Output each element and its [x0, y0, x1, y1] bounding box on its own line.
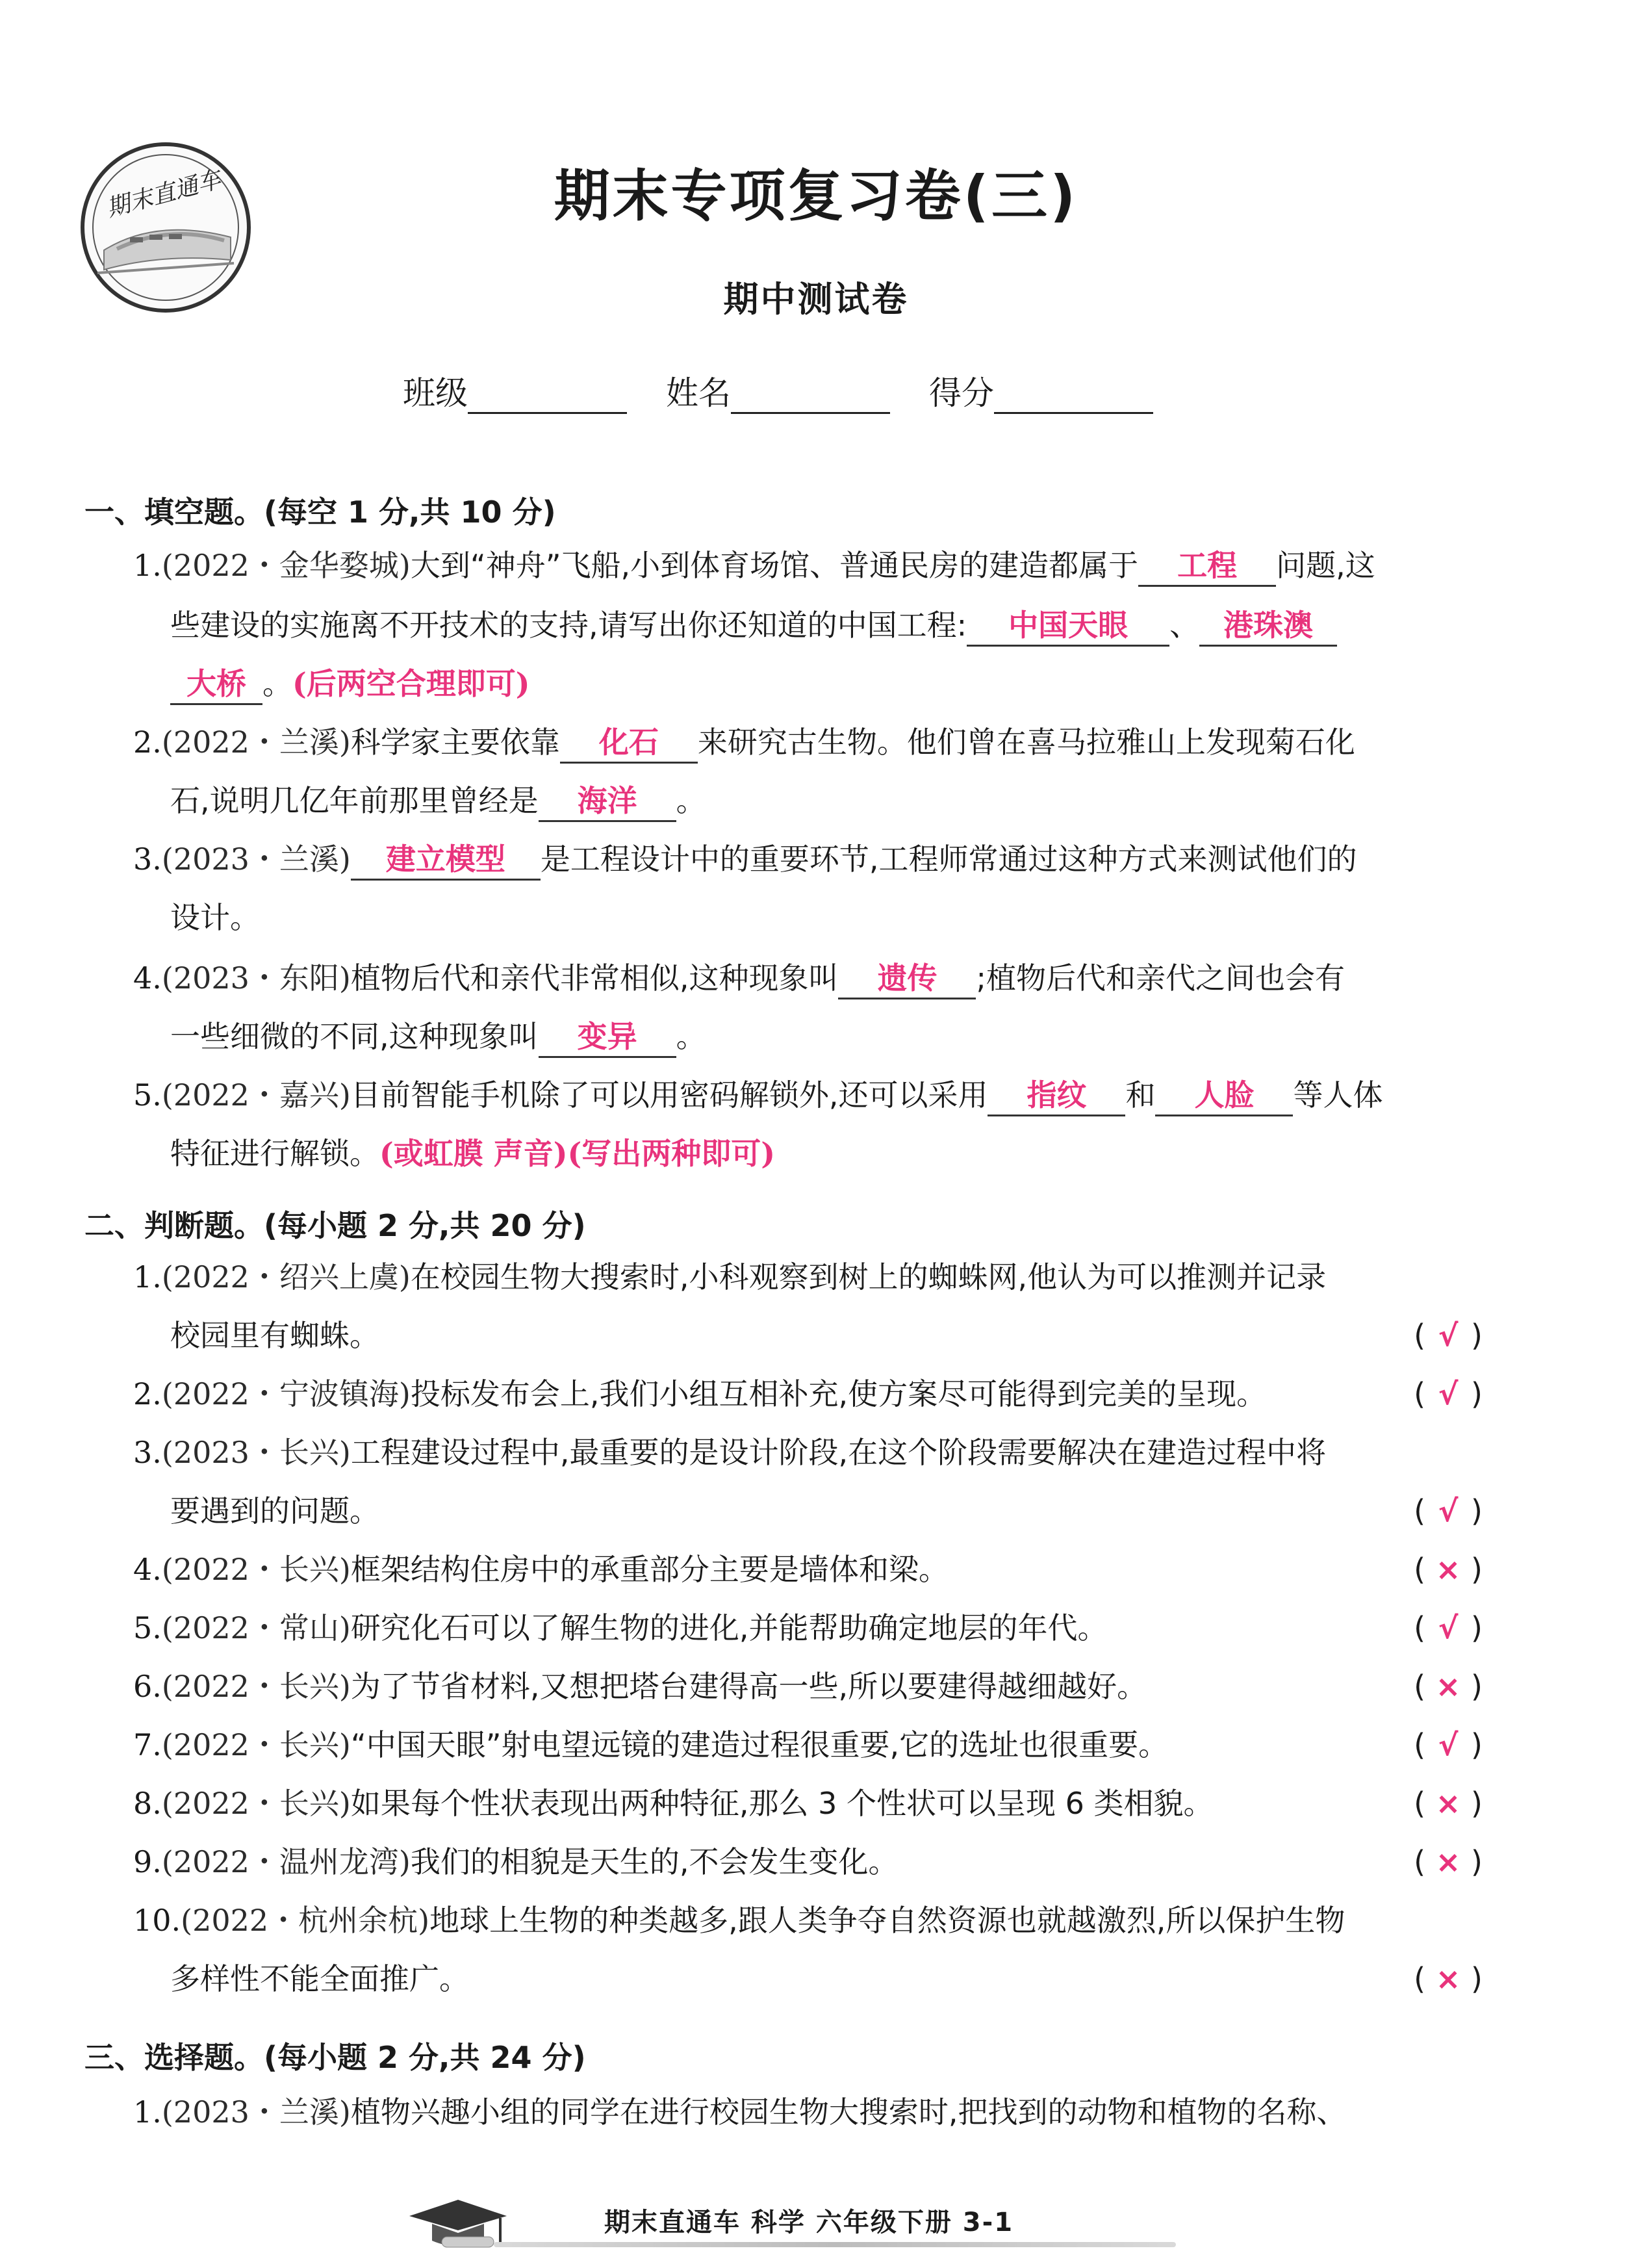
fill-question-4-cont: 一些细微的不同,这种现象叫 变异 。 [170, 1017, 706, 1058]
answer-blank[interactable]: 中国天眼 [967, 606, 1169, 647]
cross-mark-icon: × [1435, 1669, 1461, 1704]
fill-question-5: 5.(2022・嘉兴)目前智能手机除了可以用密码解锁外,还可以采用 指纹 和 人脸 等人体 [133, 1076, 1383, 1116]
judge-answer-box[interactable]: ( × ) [1414, 1784, 1483, 1823]
judge-answer-box[interactable]: ( × ) [1414, 1959, 1483, 1998]
answer-note: (或虹膜 声音)(写出两种即可) [379, 1136, 776, 1171]
fill-question-3-cont: 设计。 [170, 900, 260, 935]
footer-divider [494, 2242, 1176, 2247]
page-subtitle: 期中测试卷 [723, 279, 909, 320]
choice-question-1: 1.(2023・兰溪)植物兴趣小组的同学在进行校园生物大搜索时,把找到的动物和植物的名称、 [133, 2094, 1347, 2130]
judge-question-9: 9.(2022・温州龙湾)我们的相貌是天生的,不会发生变化。 [133, 1844, 899, 1879]
fill-question-5-cont: 特征进行解锁。(或虹膜 声音)(写出两种即可) [170, 1136, 776, 1171]
answer-blank[interactable]: 人脸 [1155, 1076, 1293, 1116]
judge-answer-box[interactable]: ( × ) [1414, 1550, 1483, 1589]
fill-question-1: 1.(2022・金华婺城)大到“神舟”飞船,小到体育场馆、普通民房的建造都属于 工程 问题,这 [133, 546, 1375, 587]
cross-mark-icon: × [1435, 1786, 1461, 1821]
answer-blank[interactable]: 变异 [539, 1017, 676, 1058]
judge-question-4: 4.(2022・长兴)框架结构住房中的承重部分主要是墙体和梁。 [133, 1552, 949, 1587]
section-choice-heading: 三、选择题。(每小题 2 分,共 24 分) [84, 2040, 586, 2075]
answer-blank[interactable]: 工程 [1138, 546, 1276, 587]
section-fill-blank-heading: 一、填空题。(每空 1 分,共 10 分) [84, 495, 556, 530]
seal-text: 期末直通车 [103, 166, 224, 222]
judge-question-10: 10.(2022・杭州余杭)地球上生物的种类越多,跟人类争夺自然资源也就越激烈,所以保护生物 [133, 1903, 1345, 1938]
check-mark-icon: √ [1438, 1610, 1459, 1645]
judge-answer-box[interactable]: ( √ ) [1414, 1374, 1483, 1413]
judge-question-3: 3.(2023・长兴)工程建设过程中,最重要的是设计阶段,在这个阶段需要解决在建造过程中将 [133, 1435, 1327, 1470]
fill-question-3: 3.(2023・兰溪) 建立模型 是工程设计中的重要环节,工程师常通过这种方式来测试他们的 [133, 840, 1357, 881]
judge-answer-box[interactable]: ( × ) [1414, 1842, 1483, 1881]
judge-question-6: 6.(2022・长兴)为了节省材料,又想把塔台建得高一些,所以要建得越细越好。 [133, 1669, 1147, 1704]
fill-question-2-cont: 石,说明几亿年前那里曾经是 海洋 。 [170, 781, 706, 822]
answer-blank[interactable]: 大桥 [170, 664, 262, 705]
section-judge-heading: 二、判断题。(每小题 2 分,共 20 分) [84, 1208, 586, 1243]
page-title: 期末专项复习卷(三) [554, 164, 1078, 229]
student-info-line [403, 367, 1153, 414]
judge-answer-box[interactable]: ( × ) [1414, 1667, 1483, 1706]
judge-question-2: 2.(2022・宁波镇海)投标发布会上,我们小组互相补充,使方案尽可能得到完美的呈现。 [133, 1376, 1267, 1411]
page-footer: 期末直通车 科学 六年级下册 3-1 [604, 2208, 1014, 2237]
answer-blank[interactable]: 化石 [560, 723, 698, 764]
judge-question-5: 5.(2022・常山)研究化石可以了解生物的进化,并能帮助确定地层的年代。 [133, 1610, 1108, 1645]
fill-question-2: 2.(2022・兰溪)科学家主要依靠 化石 来研究古生物。他们曾在喜马拉雅山上发现菊石化 [133, 723, 1355, 764]
cross-mark-icon: × [1435, 1844, 1461, 1879]
cross-mark-icon: × [1435, 1961, 1461, 1996]
check-mark-icon: √ [1438, 1493, 1459, 1528]
judge-answer-box[interactable]: ( √ ) [1414, 1316, 1483, 1355]
name-field[interactable]: 姓名 [666, 367, 890, 414]
answer-blank[interactable]: 海洋 [539, 781, 676, 822]
answer-blank[interactable]: 建立模型 [351, 840, 541, 881]
judge-question-10-cont: 多样性不能全面推广。 [170, 1961, 469, 1996]
fill-question-1-cont2: 大桥 。(后两空合理即可) [170, 664, 530, 705]
judge-question-8: 8.(2022・长兴)如果每个性状表现出两种特征,那么 3 个性状可以呈现 6 类相貌。 [133, 1786, 1214, 1821]
fill-question-4: 4.(2023・东阳)植物后代和亲代非常相似,这种现象叫 遗传 ;植物后代和亲代之间也会有 [133, 959, 1345, 999]
judge-question-3-cont: 要遇到的问题。 [170, 1493, 379, 1528]
score-field[interactable]: 得分 [929, 367, 1153, 414]
class-field[interactable]: 班级 [403, 367, 627, 414]
check-mark-icon: √ [1438, 1727, 1459, 1762]
answer-blank[interactable]: 指纹 [988, 1076, 1125, 1116]
judge-question-7: 7.(2022・长兴)“中国天眼”射电望远镜的建造过程很重要,它的选址也很重要。 [133, 1727, 1169, 1762]
judge-answer-box[interactable]: ( √ ) [1414, 1725, 1483, 1764]
judge-question-1-cont: 校园里有蜘蛛。 [170, 1318, 379, 1353]
judge-answer-box[interactable]: ( √ ) [1414, 1491, 1483, 1530]
judge-answer-box[interactable]: ( √ ) [1414, 1608, 1483, 1647]
cross-mark-icon: × [1435, 1552, 1461, 1587]
check-mark-icon: √ [1438, 1376, 1459, 1411]
answer-blank[interactable]: 港珠澳 [1199, 606, 1337, 647]
answer-blank[interactable]: 遗传 [838, 959, 976, 999]
fill-question-1-cont: 些建设的实施离不开技术的支持,请写出你还知道的中国工程: 中国天眼 、 港珠澳 [170, 606, 1337, 647]
answer-note: (后两空合理即可) [292, 666, 530, 701]
judge-question-1: 1.(2022・绍兴上虞)在校园生物大搜索时,小科观察到树上的蜘蛛网,他认为可以推测并记录 [133, 1259, 1327, 1295]
check-mark-icon: √ [1438, 1318, 1459, 1353]
